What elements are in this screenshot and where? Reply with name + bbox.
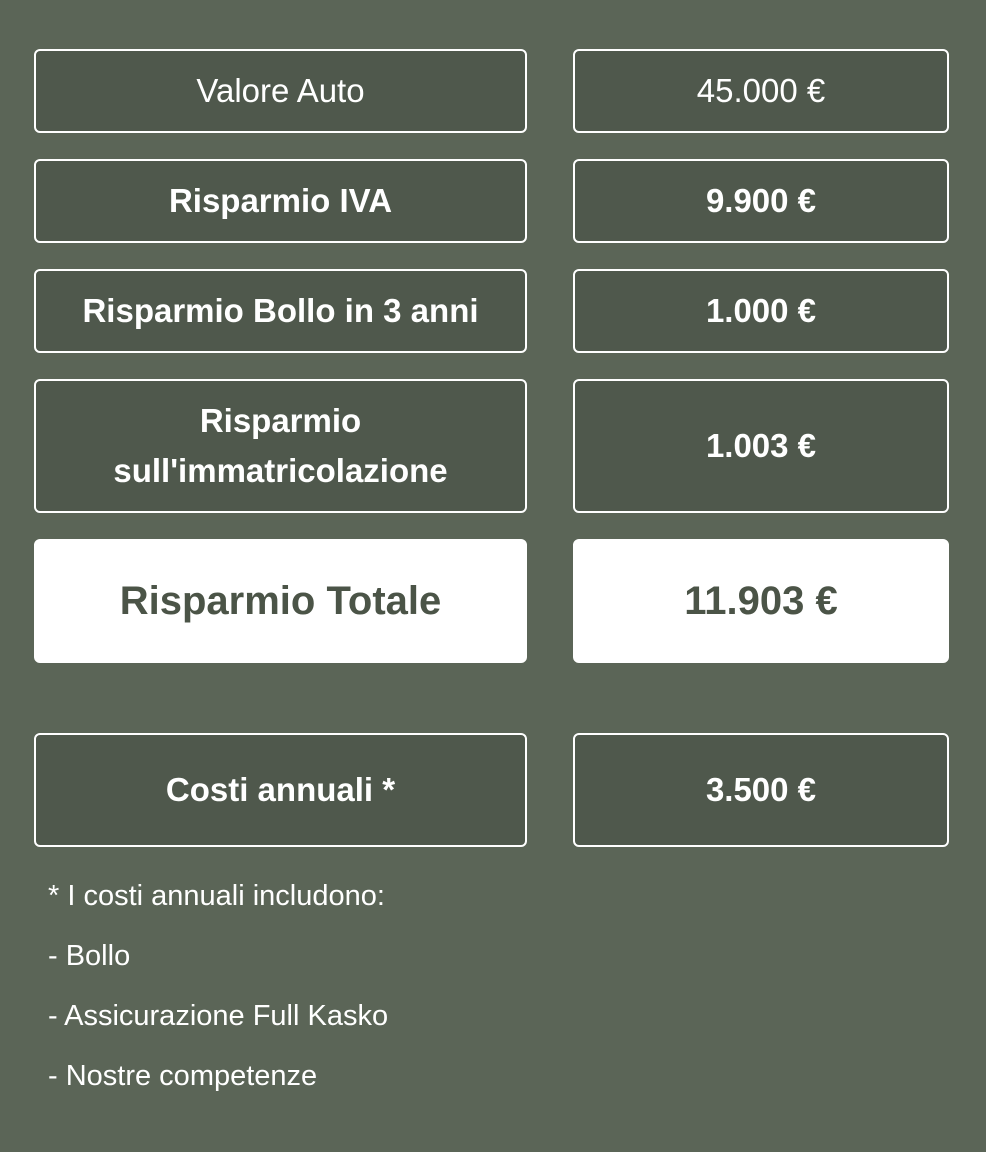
notes-item-stamp-duty: - Bollo [48,940,131,972]
vat-savings-label: Risparmio IVA [34,159,527,243]
annual-costs-notes [48,866,928,1106]
notes-item-insurance: - Assicurazione Full Kasko [48,1000,389,1032]
vat-savings-amount: 9.900 € [573,159,949,243]
total-savings-label: Risparmio Totale [34,539,527,663]
registration-savings-amount: 1.003 € [573,379,949,513]
stamp-duty-savings-amount: 1.000 € [573,269,949,353]
car-value-label: Valore Auto [34,49,527,133]
car-value-amount: 45.000 € [573,49,949,133]
notes-item-fees: - Nostre competenze [48,1060,318,1092]
stamp-duty-savings-label: Risparmio Bollo in 3 anni [34,269,527,353]
total-savings-amount: 11.903 € [573,539,949,663]
notes-heading: * I costi annuali includono: [48,880,385,912]
registration-savings-label: Risparmio sull'immatricolazione [34,379,527,513]
annual-costs-label: Costi annuali * [34,733,527,847]
annual-costs-amount: 3.500 € [573,733,949,847]
